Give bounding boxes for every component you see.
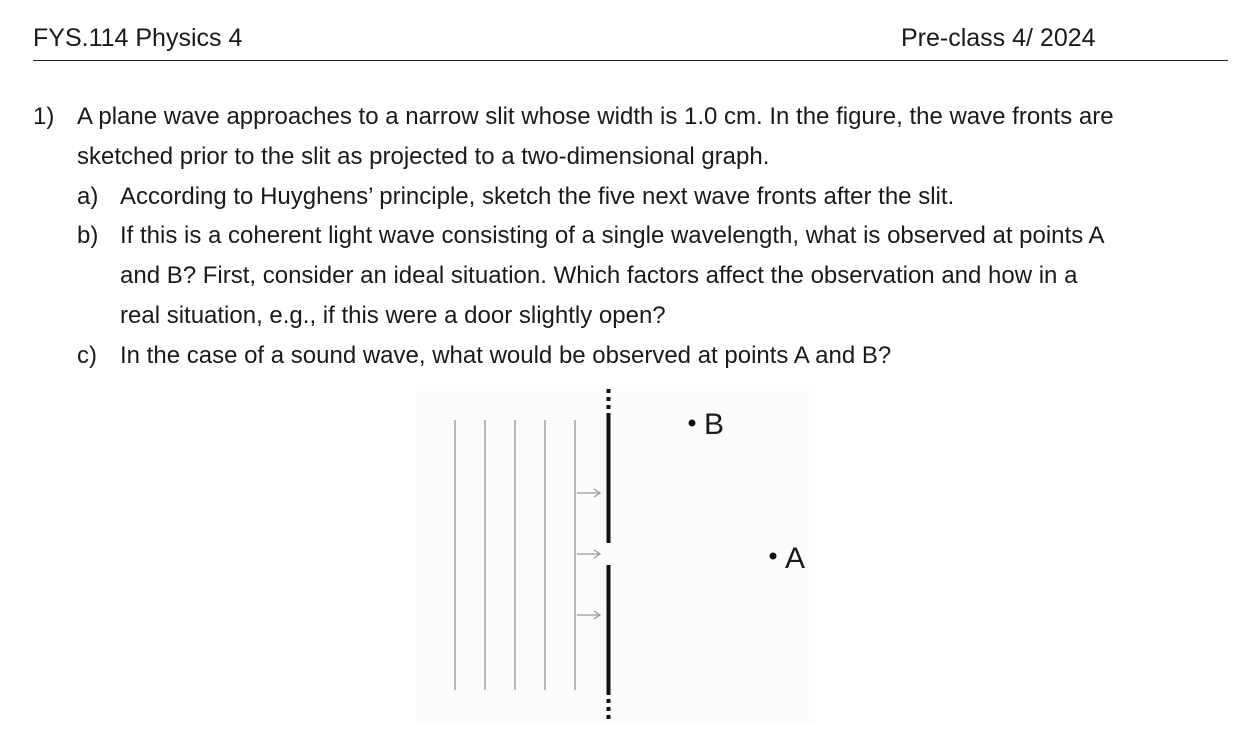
arrow-icon bbox=[577, 489, 600, 497]
part-a-text: According to Huyghens’ principle, sketch the five next wave fronts after the slit. bbox=[120, 183, 955, 210]
barrier-upper-wall bbox=[607, 413, 611, 543]
barrier-dot bbox=[607, 397, 611, 401]
part-a-label: a) bbox=[77, 183, 99, 210]
direction-arrows bbox=[577, 489, 600, 619]
page-header bbox=[33, 22, 1228, 61]
question-number: 1) bbox=[33, 103, 55, 130]
part-b-text-line-2: and B? First, consider an ideal situation. Which factors affect the observation and how in a bbox=[120, 262, 1078, 289]
slit-diagram bbox=[415, 385, 815, 723]
session-label: Pre-class 4/ 2024 bbox=[901, 24, 1096, 52]
barrier-dot bbox=[607, 699, 611, 703]
arrow-icon bbox=[577, 611, 600, 619]
point-b-marker bbox=[689, 420, 696, 427]
barrier-dot bbox=[607, 405, 611, 409]
course-title: FYS.114 Physics 4 bbox=[33, 24, 243, 52]
part-b-label: b) bbox=[77, 222, 99, 249]
part-c-text: In the case of a sound wave, what would be observed at points A and B? bbox=[120, 342, 892, 369]
part-c-label: c) bbox=[77, 342, 97, 369]
wavefronts bbox=[455, 420, 575, 690]
point-b-label: B bbox=[704, 408, 725, 441]
slit-diffraction-figure bbox=[415, 385, 815, 723]
question-intro-line-2: sketched prior to the slit as projected to a two-dimensional graph. bbox=[77, 143, 770, 170]
barrier-dot bbox=[607, 389, 611, 393]
barrier-lower-wall bbox=[607, 565, 611, 695]
part-b-text-line-3: real situation, e.g., if this were a door slightly open? bbox=[120, 302, 666, 329]
point-a-marker bbox=[770, 553, 777, 560]
question-intro-line-1: A plane wave approaches to a narrow slit whose width is 1.0 cm. In the figure, the wave fronts are bbox=[77, 103, 1114, 130]
part-b-text-line-1: If this is a coherent light wave consisting of a single wavelength, what is observed at points A bbox=[120, 222, 1105, 249]
barrier-dot bbox=[607, 707, 611, 711]
point-a-label: A bbox=[785, 542, 806, 575]
barrier-dot bbox=[607, 715, 611, 719]
barrier bbox=[607, 389, 611, 719]
arrow-icon bbox=[577, 550, 600, 558]
